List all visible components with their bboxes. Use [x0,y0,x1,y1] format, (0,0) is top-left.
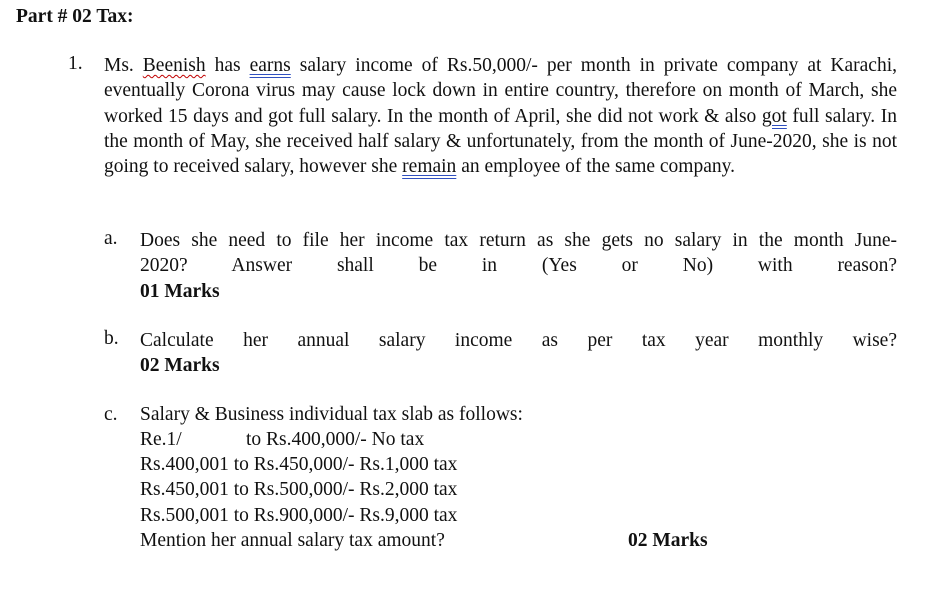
tax-slab-row [140,429,425,451]
subquestion-a [140,228,897,304]
subquestion-a-marks: 01 Marks [140,280,220,302]
tax-slab-to: to Rs.400,000/- No tax [246,429,425,450]
subquestion-b [140,328,897,379]
grammar-flag-got: got [761,105,787,127]
subquestion-a-line2: 2020? Answer shall be in (Yes or No) with reason? [140,255,897,277]
subquestion-a-letter: a. [104,228,118,249]
tax-slab-row: Rs.500,001 to Rs.900,000/- Rs.9,000 tax [140,505,458,526]
subquestion-c-title: Salary & Business individual tax slab as follows: [140,404,523,425]
question-text: Ms. Beenish has earns salary income of Rs.50,000/- per month in private company at Karachi, eventually Corona virus may cause lock down in entire country, therefore on month of March, she worked 15 days and got full salary. In the month of April, she did not work & also got full salary. In the month of May, she received half salary & unfortunately, from the month of June-2020, she is not going to received salary, however she remain an employee of the same company. [104,55,897,178]
grammar-flag-earns: earns [249,55,291,76]
subquestion-c-letter: c. [104,404,118,425]
tax-slab-from: Re.1/ [140,429,182,450]
subquestion-b-line1: Calculate her annual salary income as per tax year monthly wise? [140,330,897,351]
section-heading: Part # 02 Tax: [16,6,134,27]
tax-slab-row: Rs.400,001 to Rs.450,000/- Rs.1,000 tax [140,454,458,475]
subquestion-c-question: Mention her annual salary tax amount? [140,530,445,551]
subquestion-a-line1: Does she need to file her income tax return as she gets no salary in the month June- [140,230,897,251]
subquestion-c-marks: 02 Marks [628,530,708,551]
grammar-flag-remain: remain [402,156,457,178]
question-number: 1. [68,53,83,74]
subquestion-b-letter: b. [104,328,119,349]
subquestion-b-marks: 02 Marks [140,355,220,377]
tax-slab-row: Rs.450,001 to Rs.500,000/- Rs.2,000 tax [140,479,458,500]
spelling-flag-beenish: Beenish [142,55,206,76]
